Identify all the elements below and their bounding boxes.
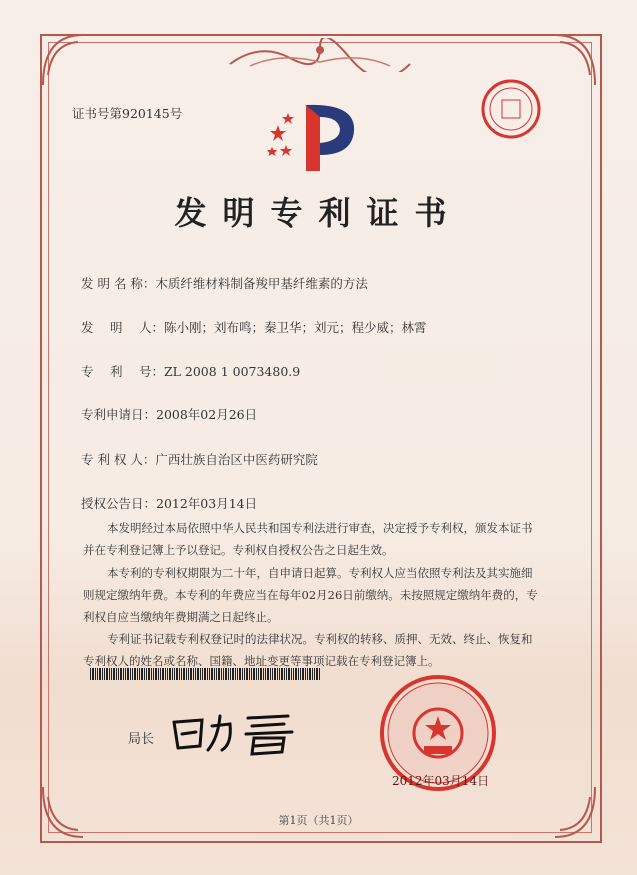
corner-ornament-top-left [38,30,88,90]
patent-office-logo [266,95,366,173]
certificate-paragraph-1: 本发明经过本局依照中华人民共和国专利法进行审查，决定授予专利权，颁发本证书并在专利登记簿上予以登记。专利权自授权公告之日起生效。 [83,521,533,557]
certificate-title: 发明专利证书 [174,194,463,232]
page-footer: 第1页（共1页） [278,814,359,827]
certificate-paragraph-3: 专利证书记载专利权登记时的法律状况。专利权的转移、质押、无效、终止、恢复和专利权人的姓名或名称、国籍、地址变更等事项记载在专利登记簿上。 [83,632,533,668]
certificate-paragraph-2: 本专利的专利权期限为二十年，自申请日起算。专利权人应当依照专利法及其实施细则规定缴纳年费。本专利的年费应当在每年02月26日前缴纳。未按照规定缴纳年费的，专利权自应当缴纳年费期满之日起终止。 [83,566,538,624]
filing-date-field: 专利申请日：2008年02月26日 [81,407,258,422]
inventors-field: 发 明 人：陈小刚；刘布鸣；秦卫华；刘元；程少威；林霄 [81,320,427,335]
seal-date: 2012年03月14日 [392,774,490,788]
invention-name-field: 发 明 名 称：木质纤维材料制备羧甲基纤维素的方法 [81,276,368,291]
director-label: 局长 [128,732,155,747]
barcode [90,668,320,680]
announcement-date-field: 授权公告日：2012年03月14日 [81,496,258,511]
top-ornament [220,38,420,72]
tax-stamp-seal [480,78,542,140]
director-signature [168,708,308,756]
patent-number-field: 专 利 号：ZL 2008 1 0073480.9 [81,364,301,379]
certificate-number: 证书号第920145号 [72,106,183,121]
patentee-field: 专 利 权 人：广西壮族自治区中医药研究院 [81,452,318,467]
corner-ornament-top-right [550,30,600,90]
